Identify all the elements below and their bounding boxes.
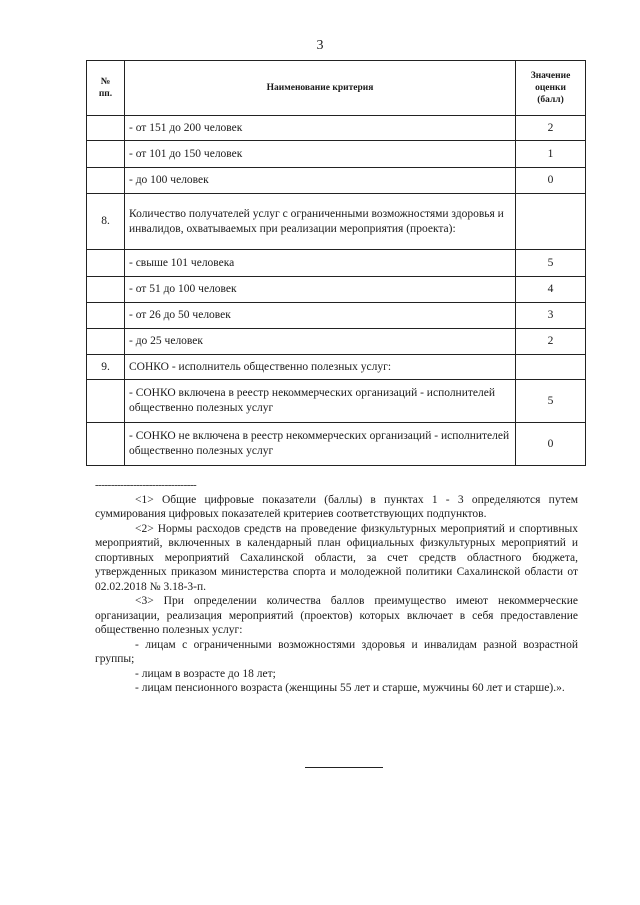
score-value: 0 bbox=[516, 168, 586, 194]
criteria-table bbox=[86, 60, 586, 466]
table-row bbox=[87, 194, 586, 250]
criterion-text: Количество получателей услуг с ограниченными возможностями здоровья и инвалидов, охватываемых при реализации мероприятия (проекта): bbox=[125, 194, 516, 250]
score-value: 5 bbox=[516, 250, 586, 277]
score-value: 5 bbox=[516, 380, 586, 423]
score-value bbox=[516, 194, 586, 250]
table-row bbox=[87, 423, 586, 466]
criterion-text: - СОНКО включена в реестр некоммерческих организаций - исполнителей общественно полезных услуг bbox=[125, 380, 516, 423]
footnote-2: <2> Нормы расходов средств на проведение физкультурных мероприятий и спортивных мероприятий, включенных в календарный план официальных физкультурных мероприятий и спортивных мероприятий Сахалинской области, за счет средств областного бюджета, утвержденных приказом министерства спорта и молодежной политики Сахалинской области от 02.02.2018 № 3.18-3-п. bbox=[95, 522, 578, 593]
footnote-3-item-1: - лицам с ограниченными возможностями здоровья и инвалидам разной возрастной группы; bbox=[95, 638, 578, 665]
score-value: 0 bbox=[516, 423, 586, 466]
table-row bbox=[87, 303, 586, 329]
footnote-3-item-2: - лицам в возрасте до 18 лет; bbox=[135, 667, 276, 680]
table-header-row bbox=[87, 61, 586, 116]
footnote-separator: -------------------------------- bbox=[95, 479, 197, 491]
table-row bbox=[87, 355, 586, 380]
criterion-text: СОНКО - исполнитель общественно полезных услуг: bbox=[125, 355, 516, 380]
criterion-text: - от 101 до 150 человек bbox=[125, 141, 516, 168]
row-number bbox=[87, 277, 125, 303]
row-number bbox=[87, 116, 125, 141]
header-num: № пп. bbox=[87, 61, 125, 116]
page-number: 3 bbox=[316, 38, 324, 53]
footnote-3: <3> При определении количества баллов преимущество имеют некоммерческие организации, реализация мероприятий (проектов) которых включает в себя предоставление общественно полезных услуг: bbox=[95, 595, 578, 636]
criterion-text: - от 151 до 200 человек bbox=[125, 116, 516, 141]
row-number bbox=[87, 303, 125, 329]
end-rule bbox=[305, 767, 383, 768]
row-number: 9. bbox=[87, 355, 125, 380]
table-row bbox=[87, 116, 586, 141]
score-value bbox=[516, 355, 586, 380]
row-number: 8. bbox=[87, 194, 125, 250]
criterion-text: - от 51 до 100 человек bbox=[125, 277, 516, 303]
criterion-text: - свыше 101 человека bbox=[125, 250, 516, 277]
header-name: Наименование критерия bbox=[125, 61, 516, 116]
criterion-text: - СОНКО не включена в реестр некоммерческих организаций - исполнителей общественно полезных услуг bbox=[125, 423, 516, 466]
row-number bbox=[87, 423, 125, 466]
criterion-text: - до 25 человек bbox=[125, 329, 516, 355]
criterion-text: - до 100 человек bbox=[125, 168, 516, 194]
criterion-text: - от 26 до 50 человек bbox=[125, 303, 516, 329]
table-row bbox=[87, 168, 586, 194]
row-number bbox=[87, 329, 125, 355]
footnote-1: <1> Общие цифровые показатели (баллы) в пунктах 1 - 3 определяются путем суммирования цифровых показателей критериев соответствующих подпунктов. bbox=[95, 493, 578, 520]
footnotes bbox=[95, 478, 578, 696]
footnote-3-item-3: - лицам пенсионного возраста (женщины 55 лет и старше, мужчины 60 лет и старше).». bbox=[135, 682, 565, 694]
score-value: 2 bbox=[516, 116, 586, 141]
table-row bbox=[87, 250, 586, 277]
score-value: 4 bbox=[516, 277, 586, 303]
score-value: 3 bbox=[516, 303, 586, 329]
table-row bbox=[87, 141, 586, 168]
score-value: 1 bbox=[516, 141, 586, 168]
row-number bbox=[87, 250, 125, 277]
row-number bbox=[87, 141, 125, 168]
table-row bbox=[87, 380, 586, 423]
row-number bbox=[87, 168, 125, 194]
score-value: 2 bbox=[516, 329, 586, 355]
table-row bbox=[87, 329, 586, 355]
row-number bbox=[87, 380, 125, 423]
header-score: Значение оценки (балл) bbox=[516, 61, 586, 116]
table-row bbox=[87, 277, 586, 303]
